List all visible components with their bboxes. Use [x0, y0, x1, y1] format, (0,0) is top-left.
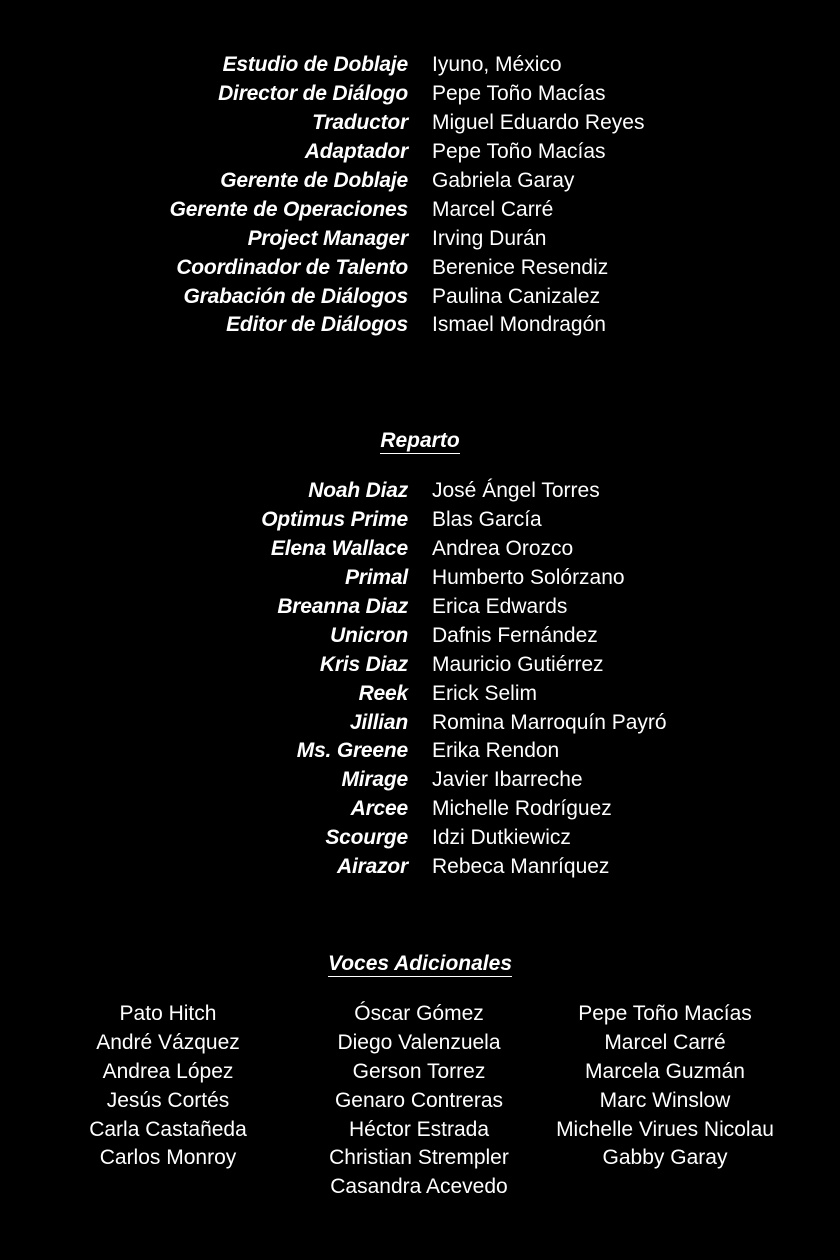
credit-name: Miguel Eduardo Reyes — [432, 111, 645, 135]
character-name: Jillian — [349, 710, 408, 734]
voice-actor-name: Gabby Garay — [602, 1146, 728, 1170]
character-name: Airazor — [337, 855, 408, 879]
actor-name: Erika Rendon — [432, 739, 560, 763]
character-name: Primal — [345, 566, 408, 590]
voice-actor-name: Óscar Gómez — [354, 1002, 484, 1025]
credit-name: Paulina Canizalez — [432, 284, 601, 308]
credit-name: Irving Durán — [432, 226, 547, 250]
actor-name: Romina Marroquín Payró — [432, 710, 667, 734]
credit-row — [0, 253, 840, 282]
voice-actor-name: Diego Valenzuela — [337, 1030, 501, 1054]
cast-row — [0, 708, 840, 737]
character-name: Arcee — [350, 797, 408, 821]
credit-role: Director de Diálogo — [218, 82, 408, 106]
cast-row — [0, 477, 840, 506]
cast-row — [0, 737, 840, 766]
credit-name: Marcel Carré — [432, 197, 554, 221]
credit-role: Adaptador — [304, 140, 408, 164]
actor-name: Idzi Dutkiewicz — [432, 826, 571, 850]
cast-row — [0, 795, 840, 824]
actor-name: Andrea Orozco — [432, 537, 574, 561]
character-name: Optimus Prime — [261, 508, 408, 532]
cast-row — [0, 853, 840, 882]
credit-row — [0, 109, 840, 138]
credit-name: Iyuno, México — [432, 53, 562, 77]
cast-row — [0, 621, 840, 650]
cast-row — [0, 506, 840, 535]
additional-voices-heading — [0, 952, 840, 976]
actor-name: Mauricio Gutiérrez — [432, 652, 604, 676]
credit-role: Estudio de Doblaje — [222, 53, 408, 77]
voice-actor-name: Gerson Torrez — [352, 1059, 486, 1083]
character-name: Elena Wallace — [270, 537, 408, 561]
actor-name: Michelle Rodríguez — [432, 797, 612, 821]
actor-name: Dafnis Fernández — [432, 623, 598, 647]
credit-role: Traductor — [312, 111, 408, 135]
cast-credits — [0, 477, 840, 881]
voice-actor-name: Jesús Cortés — [106, 1088, 230, 1112]
credit-name: Gabriela Garay — [432, 169, 575, 192]
credit-role: Coordinador de Talento — [176, 255, 408, 279]
voice-actor-name: Pepe Toño Macías — [578, 1002, 752, 1025]
credit-row — [0, 282, 840, 311]
character-name: Ms. Greene — [296, 739, 408, 763]
character-name: Kris Diaz — [319, 652, 408, 676]
credit-row — [0, 224, 840, 253]
additional-voices-column — [28, 1000, 308, 1173]
voice-actor-name: Carla Castañeda — [89, 1117, 247, 1141]
actor-name: Erica Edwards — [432, 595, 568, 618]
character-name: Mirage — [341, 768, 408, 792]
actor-name: José Ángel Torres — [432, 479, 600, 503]
actor-name: Humberto Solórzano — [432, 566, 625, 590]
voice-actor-name: Michelle Virues Nicolau — [556, 1117, 774, 1141]
credit-row — [0, 51, 840, 80]
cast-row — [0, 766, 840, 795]
additional-voices-column — [279, 1000, 559, 1202]
credit-name: Ismael Mondragón — [432, 313, 606, 337]
credit-role: Gerente de Operaciones — [169, 197, 408, 221]
cast-row — [0, 535, 840, 564]
character-name: Reek — [358, 681, 408, 705]
credit-name: Berenice Resendiz — [432, 255, 609, 279]
cast-row — [0, 650, 840, 679]
cast-heading — [0, 429, 840, 453]
actor-name: Erick Selim — [432, 681, 538, 705]
voice-actor-name: Marc Winslow — [599, 1088, 731, 1112]
character-name: Noah Diaz — [308, 479, 408, 503]
voice-actor-name: André Vázquez — [96, 1030, 240, 1054]
credit-role: Gerente de Doblaje — [220, 169, 408, 192]
character-name: Breanna Diaz — [277, 595, 408, 618]
actor-name: Rebeca Manríquez — [432, 855, 610, 879]
character-name: Unicron — [330, 623, 408, 647]
credit-row — [0, 138, 840, 167]
voice-actor-name: Pato Hitch — [119, 1002, 217, 1025]
credit-role: Grabación de Diálogos — [183, 284, 408, 308]
credit-row — [0, 311, 840, 340]
credit-row — [0, 167, 840, 196]
voice-actor-name: Andrea López — [102, 1059, 234, 1083]
actor-name: Javier Ibarreche — [432, 768, 583, 792]
credit-row — [0, 195, 840, 224]
credit-row — [0, 80, 840, 109]
cast-row — [0, 824, 840, 853]
voice-actor-name: Christian Strempler — [329, 1146, 509, 1170]
credit-name: Pepe Toño Macías — [432, 82, 606, 106]
voice-actor-name: Casandra Acevedo — [330, 1175, 508, 1199]
cast-heading-text: Reparto — [380, 429, 460, 452]
additional-voices-column — [525, 1000, 805, 1173]
voice-actor-name: Carlos Monroy — [99, 1146, 237, 1170]
voice-actor-name: Marcel Carré — [604, 1030, 726, 1054]
voice-actor-name: Marcela Guzmán — [585, 1059, 745, 1083]
cast-row — [0, 564, 840, 593]
additional-voices-heading-text: Voces Adicionales — [327, 952, 513, 975]
actor-name: Blas García — [432, 508, 542, 532]
voice-actor-name: Héctor Estrada — [348, 1117, 490, 1141]
credit-role: Editor de Diálogos — [226, 313, 408, 337]
credit-name: Pepe Toño Macías — [432, 140, 606, 164]
crew-credits — [0, 51, 840, 340]
cast-row — [0, 679, 840, 708]
character-name: Scourge — [325, 826, 408, 850]
cast-row — [0, 593, 840, 622]
voice-actor-name: Genaro Contreras — [334, 1088, 504, 1112]
credit-role: Project Manager — [247, 226, 408, 250]
